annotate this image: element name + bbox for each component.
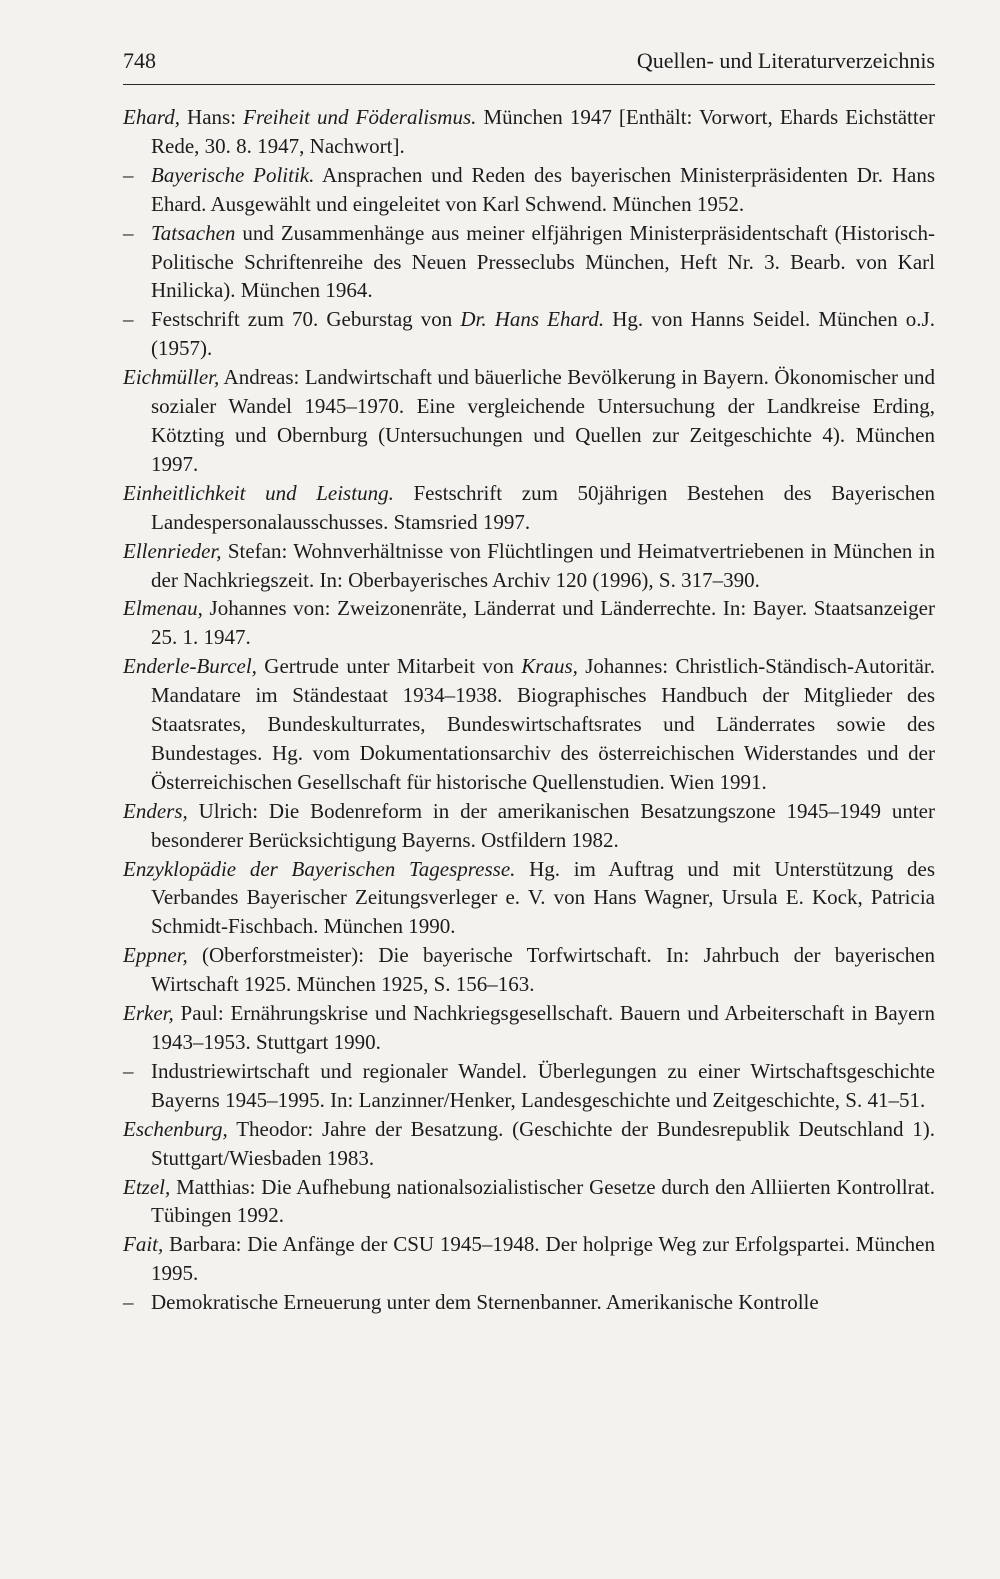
entry-text: Demokratische Erneuerung unter dem Sternenbanner. Amerikanische Kontrolle (151, 1290, 819, 1315)
entry-author: Eppner, (123, 943, 188, 968)
bibliography-entry (123, 1115, 935, 1173)
entry-author: Eichmüller, (123, 365, 220, 390)
entry-text: Industriewirtschaft und regionaler Wandel. Überlegungen zu einer Wirtschaftsgeschichte Bayerns 1945–1995. In: Lanzinner/Henker, Landesgeschichte und Zeitgeschichte, S. 41–51. (151, 1058, 935, 1112)
bibliography-entry (123, 1230, 935, 1288)
entry-author: Eschenburg, (123, 1116, 228, 1141)
entry-author: Erker, (123, 1001, 174, 1026)
entry-text: Stefan: Wohnverhältnisse von Flüchtlingen und Heimatvertriebenen in München in der Nachkriegszeit. In: Oberbayerisches Archiv 120 (1996), S. 317–390. (151, 538, 935, 592)
bibliography-entry (123, 652, 935, 797)
entry-text: Festschrift zum 50jährigen Bestehen des Bayerischen Landespersonalausschusses. Stamsried 1997. (151, 480, 936, 534)
entry-text: Paul: Ernährungskrise und Nachkriegsgesellschaft. Bauern und Arbeiterschaft in Bayern 1943–1953. Stuttgart 1990. (151, 1001, 935, 1054)
bibliography-subentry (123, 161, 935, 219)
entry-author: Ellenrieder, (123, 538, 222, 563)
entry-text: und Zusammenhänge aus meiner elfjährigen Ministerpräsidentschaft (Historisch-Politische Schriftenreihe des Neuen Presseclubs München, Heft Nr. 3. Bearb. von Karl Hnilicka). München 1964. (151, 220, 935, 303)
entry-text: München 1947 [Enthält: Vorwort, Ehards Eichstätter Rede, 30. 8. 1947, Nachwort]. (151, 105, 936, 158)
entry-author: Ehard, (123, 105, 180, 129)
bibliography-subentry (123, 305, 935, 363)
entry-text: Johannes von: Zweizonenräte, Länderrat und Länderrechte. In: Bayer. Staatsanzeiger 25. 1. 1947. (151, 596, 935, 650)
entry-dash: – (123, 1058, 134, 1083)
running-head: Quellen- und Literaturverzeichnis (636, 48, 935, 73)
bibliography-entry (123, 855, 935, 942)
bibliography-subentry (123, 1057, 935, 1115)
entry-dash: – (123, 162, 134, 187)
entry-title: Freiheit und Föderalismus. (243, 105, 477, 129)
entry-text: Festschrift zum 70. Geburstag von (151, 307, 461, 332)
entry-title: Tatsachen (151, 220, 236, 245)
entry-author: Fait, (123, 1232, 164, 1257)
entry-text: Hans: (179, 105, 244, 129)
entry-author: Einheitlichkeit und Leistung. (123, 480, 394, 505)
page-header (123, 44, 935, 85)
entry-text: (Oberforstmeister): Die bayerische Torfwirtschaft. In: Jahrbuch der bayerischen Wirtschaft 1925. München 1925, S. 156–163. (151, 943, 935, 997)
entry-dash: – (123, 307, 134, 332)
bibliography-subentry (123, 1288, 935, 1317)
entry-text: Johannes: Christlich-Ständisch-Autoritär. Mandatare im Ständestaat 1934–1938. Biographisches Handbuch der Mitglieder des Staatsrates, Bundeskulturrates, Bundeswirtschaftsrates und Länderrates sowie des Bundestages. Hg. vom Dokumentationsarchiv des österreichischen Widerstandes und der Österreichischen Gesellschaft für historische Quellenstudien. Wien 1991. (151, 654, 936, 794)
bibliography-subentry (123, 219, 935, 306)
entry-author: Enderle-Burcel, (123, 654, 257, 679)
entry-text: Hg. von Hanns Seidel. München o.J. (1957). (151, 307, 935, 361)
entry-text: Ansprachen und Reden des bayerischen Ministerpräsidenten Dr. Hans Ehard. Ausgewählt und eingeleitet von Karl Schwend. München 1952. (151, 162, 935, 216)
entry-text: Gertrude unter Mitarbeit von (256, 654, 522, 679)
bibliography-entry (123, 1173, 935, 1231)
entry-title: Dr. Hans Ehard. (460, 307, 605, 332)
entry-text: Andreas: Landwirtschaft und bäuerliche Bevölkerung in Bayern. Ökonomischer und sozialer Wandel 1945–1970. Eine vergleichende Untersuchung der Landkreise Erding, Kötzting und Obernburg (Untersuchungen und Quellen zur Zeitgeschichte 4). München 1997. (151, 365, 935, 476)
entry-author: Etzel, (123, 1174, 171, 1199)
page-number: 748 (123, 48, 156, 73)
bibliography-entry (123, 594, 935, 652)
bibliography-entry (123, 537, 935, 595)
entry-text: Matthias: Die Aufhebung nationalsozialistischer Gesetze durch den Alliierten Kontrollrat. Tübingen 1992. (151, 1174, 935, 1228)
entry-dash: – (123, 1290, 134, 1315)
entry-text: Barbara: Die Anfänge der CSU 1945–1948. Der holprige Weg zur Erfolgspartei. München 1995. (151, 1232, 935, 1286)
bibliography-entry (123, 797, 935, 855)
bibliography-entry (123, 479, 935, 537)
bibliography-entry (123, 103, 935, 161)
entry-text: Hg. im Auftrag und mit Unterstützung des Verbandes Bayerischer Zeitungsverleger e. V. von Hans Wagner, Ursula E. Kock, Patricia Schmidt-Fischbach. München 1990. (151, 856, 935, 939)
entry-title: Kraus, (521, 654, 578, 679)
bibliography-list (123, 103, 935, 1317)
bibliography-entry (123, 999, 935, 1057)
entry-author: Elmenau, (123, 596, 203, 621)
bibliography-entry (123, 363, 935, 479)
entry-dash: – (123, 220, 134, 245)
bibliography-entry (123, 941, 935, 999)
entry-title: Bayerische Politik. (151, 162, 315, 187)
entry-text: Theodor: Jahre der Besatzung. (Geschichte der Bundesrepublik Deutschland 1). Stuttgart/Wiesbaden 1983. (151, 1116, 935, 1170)
entry-author: Enzyklopädie der Bayerischen Tagespresse. (123, 856, 516, 881)
entry-text: Ulrich: Die Bodenreform in der amerikanischen Besatzungszone 1945–1949 unter besonderer Berücksichtigung Bayerns. Ostfildern 1982. (151, 798, 935, 852)
entry-author: Enders, (123, 798, 188, 823)
